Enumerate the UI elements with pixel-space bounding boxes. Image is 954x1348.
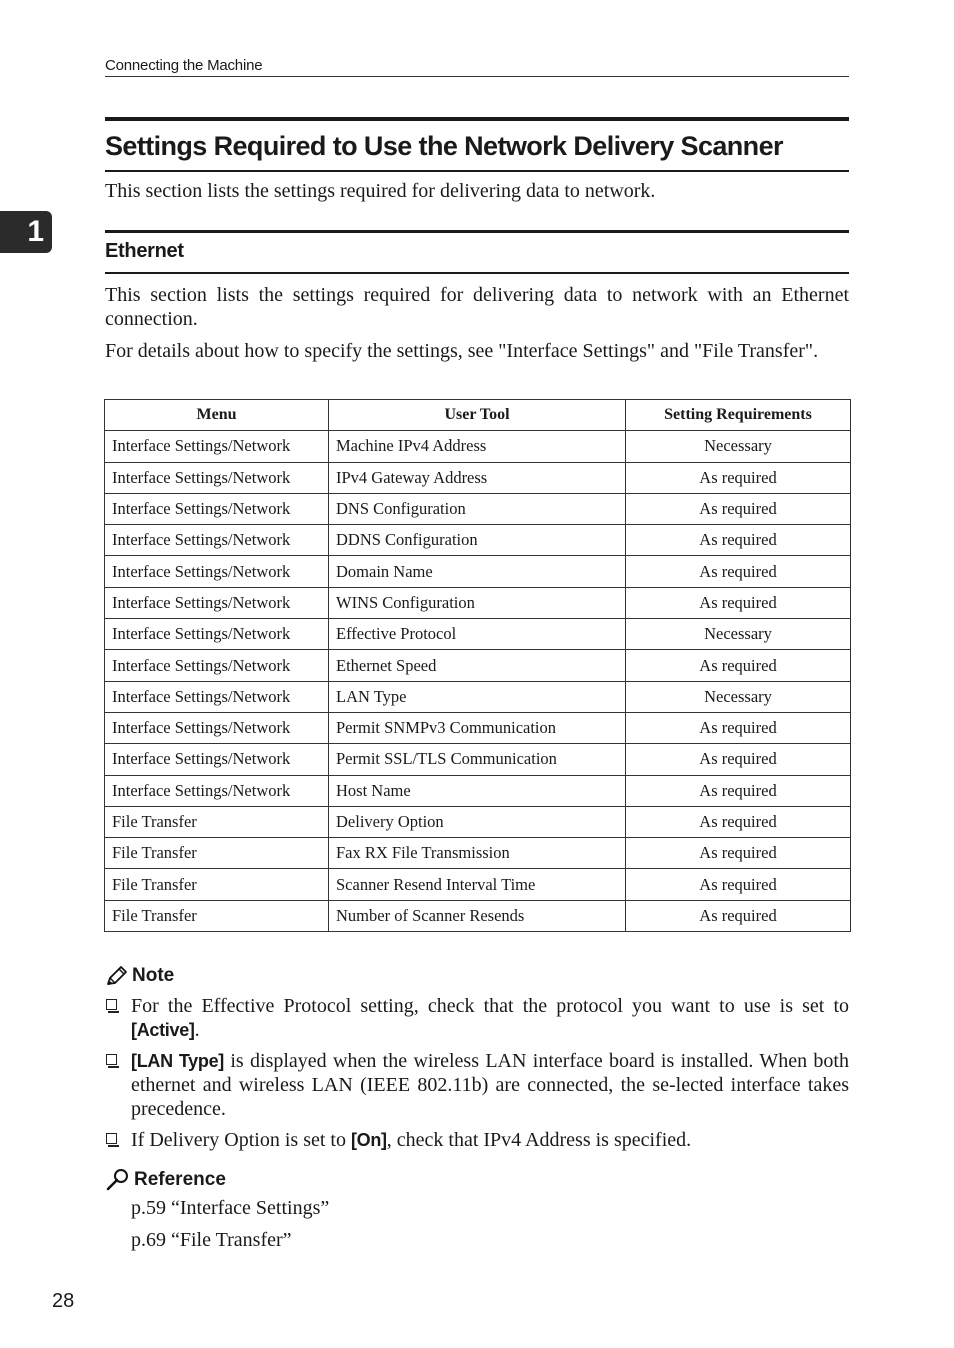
note-text: For the Effective Protocol setting, check that the protocol you want to use is set to (131, 995, 849, 1017)
cell-user-tool: Scanner Resend Interval Time (329, 869, 626, 900)
checkbox-icon (106, 1054, 117, 1065)
reference-heading (105, 1168, 226, 1192)
cell-user-tool: Effective Protocol (329, 619, 626, 650)
key-label-active: [Active] (131, 1020, 195, 1040)
cell-menu: File Transfer (105, 806, 329, 837)
cell-requirement: As required (626, 775, 851, 806)
checkbox-icon (106, 999, 117, 1010)
cell-requirement: Necessary (626, 681, 851, 712)
table-body (105, 431, 851, 932)
note-item (105, 1128, 849, 1152)
cell-menu: Interface Settings/Network (105, 681, 329, 712)
cell-menu: Interface Settings/Network (105, 431, 329, 462)
cell-user-tool: Permit SNMPv3 Communication (329, 712, 626, 743)
cell-requirement: Necessary (626, 431, 851, 462)
page-number: 28 (52, 1290, 75, 1312)
cell-menu: Interface Settings/Network (105, 650, 329, 681)
column-header-user-tool: User Tool (329, 400, 626, 431)
subsection-title: Ethernet (105, 230, 849, 274)
column-header-menu: Menu (105, 400, 329, 431)
cell-menu: Interface Settings/Network (105, 712, 329, 743)
column-header-setting-requirements: Setting Requirements (626, 400, 851, 431)
cell-user-tool: WINS Configuration (329, 587, 626, 618)
cell-requirement: As required (626, 869, 851, 900)
table-row (105, 806, 851, 837)
section-title: Settings Required to Use the Network Delivery Scanner (105, 117, 849, 172)
note-item (105, 1049, 849, 1121)
table-row (105, 744, 851, 775)
cell-user-tool: LAN Type (329, 681, 626, 712)
cell-menu: Interface Settings/Network (105, 556, 329, 587)
table-row (105, 556, 851, 587)
cell-requirement: As required (626, 806, 851, 837)
cell-requirement: As required (626, 838, 851, 869)
cell-user-tool: Host Name (329, 775, 626, 806)
cell-user-tool: Permit SSL/TLS Communication (329, 744, 626, 775)
chapter-tab: 1 (0, 211, 52, 253)
note-heading-label: Note (132, 965, 175, 986)
cell-requirement: As required (626, 650, 851, 681)
table-row (105, 650, 851, 681)
table-row (105, 525, 851, 556)
ethernet-paragraph-1: This section lists the settings required for delivering data to network with an Ethernet connection. (105, 284, 849, 330)
note-item (105, 994, 849, 1042)
table-row (105, 775, 851, 806)
cell-user-tool: Machine IPv4 Address (329, 431, 626, 462)
cell-menu: Interface Settings/Network (105, 493, 329, 524)
running-header: Connecting the Machine (105, 57, 849, 77)
reference-heading-label: Reference (134, 1169, 226, 1190)
note-heading (105, 965, 174, 987)
key-label-lan-type: [LAN Type] (131, 1051, 224, 1071)
reference-link-interface-settings[interactable]: p.59 “Interface Settings” (131, 1197, 330, 1219)
cell-menu: File Transfer (105, 869, 329, 900)
cell-requirement: As required (626, 525, 851, 556)
table-row (105, 838, 851, 869)
reference-link-file-transfer[interactable]: p.69 “File Transfer” (131, 1229, 292, 1251)
cell-menu: Interface Settings/Network (105, 525, 329, 556)
note-text: , check that IPv4 Address is specified. (386, 1129, 692, 1151)
table-row (105, 681, 851, 712)
table-row (105, 619, 851, 650)
cell-user-tool: Delivery Option (329, 806, 626, 837)
cell-requirement: As required (626, 493, 851, 524)
cell-requirement: As required (626, 744, 851, 775)
checkbox-icon (106, 1133, 117, 1144)
note-text: is displayed when the wireless LAN interface board is installed. When both ethernet and wireless LAN (IEEE 802.11b) are connected, the se-lected interface takes precedence. (131, 1050, 849, 1120)
cell-user-tool: Number of Scanner Resends (329, 900, 626, 931)
key-label-on: [On] (350, 1130, 387, 1150)
cell-menu: File Transfer (105, 900, 329, 931)
cell-user-tool: Ethernet Speed (329, 650, 626, 681)
table-row (105, 462, 851, 493)
cell-menu: Interface Settings/Network (105, 587, 329, 618)
table-row (105, 869, 851, 900)
cell-user-tool: Fax RX File Transmission (329, 838, 626, 869)
cell-requirement: As required (626, 587, 851, 618)
cell-requirement: As required (626, 712, 851, 743)
cell-menu: File Transfer (105, 838, 329, 869)
cell-user-tool: IPv4 Gateway Address (329, 462, 626, 493)
cell-requirement: Necessary (626, 619, 851, 650)
cell-menu: Interface Settings/Network (105, 462, 329, 493)
table-row (105, 587, 851, 618)
section-intro: This section lists the settings required for delivering data to network. (105, 180, 656, 202)
cell-requirement: As required (626, 462, 851, 493)
cell-user-tool: Domain Name (329, 556, 626, 587)
note-text: . (194, 1019, 200, 1041)
cell-user-tool: DDNS Configuration (329, 525, 626, 556)
note-text: If Delivery Option is set to (131, 1129, 351, 1151)
cell-menu: Interface Settings/Network (105, 744, 329, 775)
table-row (105, 712, 851, 743)
cell-menu: Interface Settings/Network (105, 619, 329, 650)
note-list (105, 994, 849, 1159)
table-row (105, 493, 851, 524)
cell-requirement: As required (626, 556, 851, 587)
cell-user-tool: DNS Configuration (329, 493, 626, 524)
table-header-row (105, 400, 851, 431)
reference-list (131, 1196, 329, 1260)
magnifier-icon (105, 1168, 131, 1192)
table-row (105, 431, 851, 462)
ethernet-paragraph-2: For details about how to specify the settings, see "Interface Settings" and "File Transfer". (105, 340, 819, 362)
cell-menu: Interface Settings/Network (105, 775, 329, 806)
settings-table (104, 399, 851, 932)
pencil-icon (105, 965, 129, 987)
table-row (105, 900, 851, 931)
cell-requirement: As required (626, 900, 851, 931)
